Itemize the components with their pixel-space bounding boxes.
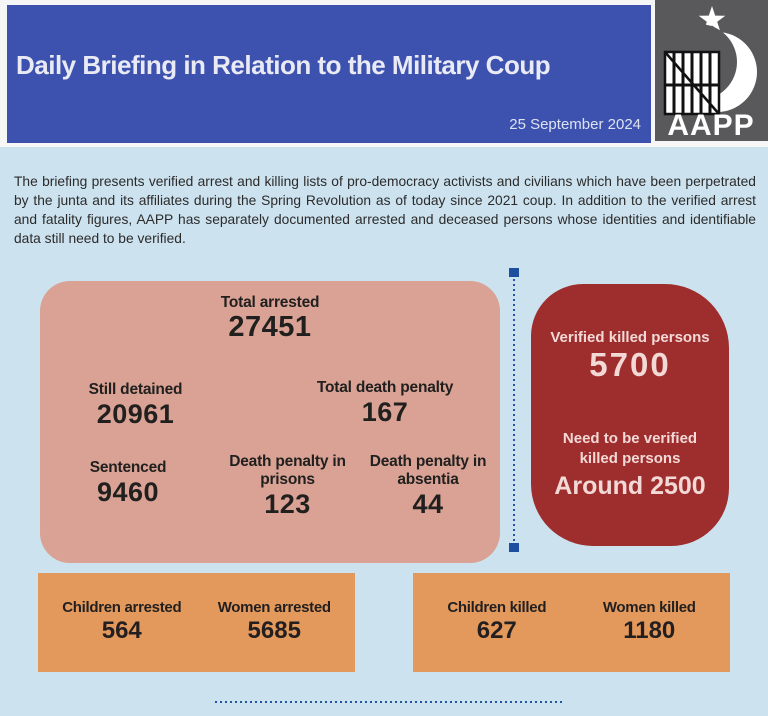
dotted-horizontal-divider [215, 701, 563, 703]
stat-children-arrested [62, 599, 181, 646]
stat-label: Women killed [602, 599, 696, 616]
stat-death-penalty-prisons [210, 453, 365, 520]
stat-label: Children arrested [62, 599, 182, 616]
stat-label: Still detained [88, 381, 183, 398]
dotted-vertical-separator [509, 268, 519, 552]
stat-value: 123 [264, 489, 311, 519]
stat-label: Children killed [447, 599, 547, 616]
stat-label: Sentenced [89, 459, 167, 476]
stat-label: Women arrested [217, 599, 331, 616]
stat-value: 5685 [247, 617, 301, 644]
stat-death-penalty-absentia [362, 453, 494, 520]
title-banner [7, 5, 651, 143]
svg-text:AAPP: AAPP [667, 109, 755, 141]
intro-paragraph: The briefing presents verified arrest and killing lists of pro-democracy activists and civilians which have been perpetrated by the junta and its affiliates during the Spring Revolution as of today since 2021 coup. In addition to the verified arrest and fatality figures, AAPP has separately documented arrested and deceased persons whose identities and identifiable data still need to be verified. [14, 174, 756, 246]
verified-killed-value: 5700 [589, 346, 671, 383]
stat-women-arrested [218, 599, 331, 646]
stat-total-arrested [40, 294, 500, 343]
verified-killed-label: Verified killed persons [550, 329, 710, 346]
arrest-stats-panel [40, 281, 500, 563]
stat-value: 44 [412, 489, 444, 519]
stat-value: 27451 [228, 311, 312, 343]
stat-sentenced [48, 459, 208, 508]
stat-children-killed [447, 599, 546, 646]
briefing-date: 25 September 2024 [509, 116, 641, 133]
stat-value: 1180 [623, 617, 676, 644]
stat-still-detained [48, 381, 223, 430]
unverified-killed-label: Need to be verified killed persons [562, 430, 698, 467]
stat-label: Death penalty in prisons [229, 453, 346, 488]
stat-value: 564 [101, 617, 142, 644]
prison-crescent-star-icon [655, 0, 768, 141]
stat-label: Total arrested [220, 294, 320, 311]
prison-gate-icon [665, 52, 719, 114]
separator-dotted-line [513, 279, 515, 541]
unverified-killed-value: Around 2500 [554, 472, 706, 500]
separator-cap-top [509, 268, 519, 277]
killed-stats-panel [531, 284, 729, 546]
stat-value: 627 [476, 617, 517, 644]
killed-demographics-panel [413, 573, 730, 672]
header [0, 0, 768, 147]
aapp-logo [655, 0, 768, 141]
stat-value: 20961 [96, 399, 175, 429]
stat-label: Total death penalty [316, 379, 454, 396]
stat-women-killed [603, 599, 696, 646]
page-title: Daily Briefing in Relation to the Military Coup [16, 50, 551, 80]
arrested-demographics-panel [38, 573, 355, 672]
stat-total-death-penalty [275, 379, 495, 428]
stat-value: 167 [361, 397, 409, 427]
separator-cap-bottom [509, 543, 519, 552]
stat-value: 9460 [96, 477, 160, 507]
stat-label: Death penalty in absentia [369, 453, 487, 488]
